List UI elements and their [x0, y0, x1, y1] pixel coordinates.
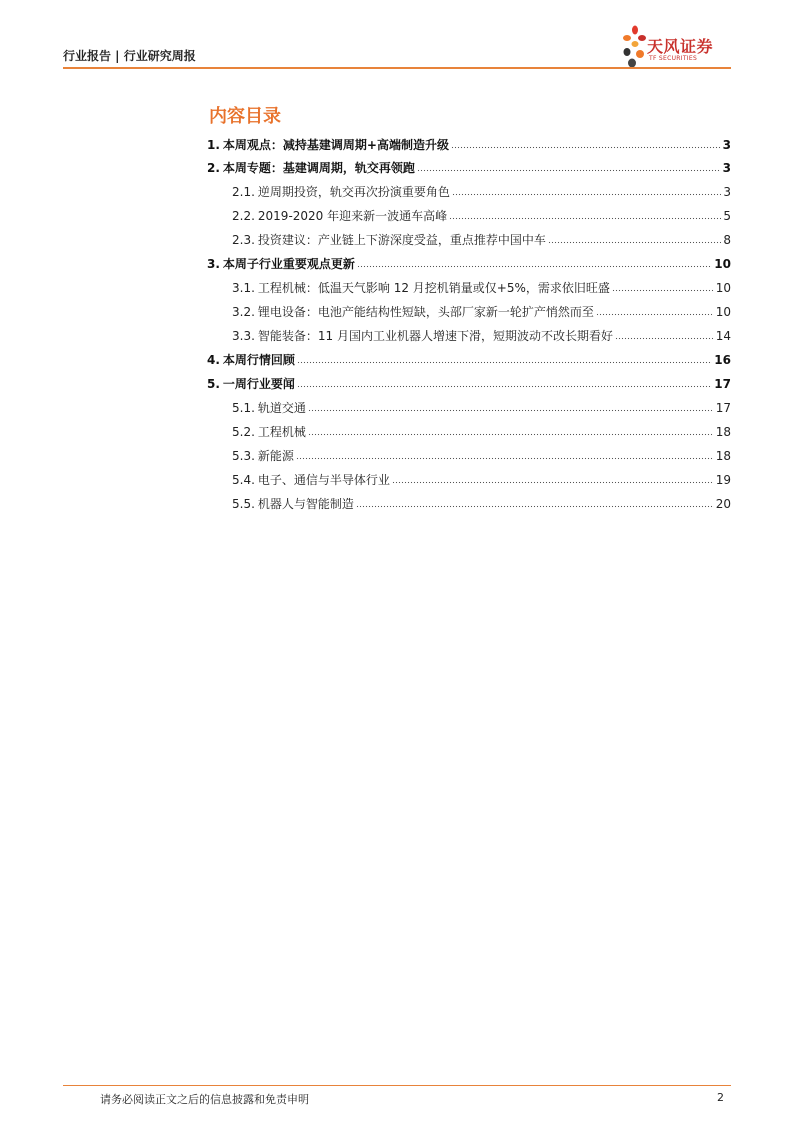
logo-name-en: TF SECURITIES: [649, 55, 698, 62]
toc-leader-dots: [612, 289, 714, 292]
toc-entry-number: 5.2.: [232, 425, 255, 439]
logo-name-cn: 天风证券: [647, 37, 714, 56]
toc-entry-page: 18: [715, 449, 731, 463]
toc-entry[interactable]: [232, 183, 731, 199]
toc-entry-label: 工程机械：低温天气影响 12 月挖机销量或仅+5%，需求依旧旺盛: [257, 281, 610, 295]
toc-leader-dots: [296, 457, 714, 460]
toc-entry-page: 17: [715, 401, 731, 415]
toc-entry-page: 18: [715, 425, 731, 439]
toc-entry[interactable]: [232, 279, 731, 295]
toc-entry-number: 5.4.: [232, 473, 255, 487]
company-logo: [622, 24, 734, 72]
toc-entry[interactable]: [232, 231, 731, 247]
toc-entry-label: 本周子行业重要观点更新: [222, 257, 355, 271]
toc-entry[interactable]: [232, 327, 731, 343]
toc-entry-label: 轨道交通: [257, 401, 306, 415]
toc-entry-number: 3.: [207, 257, 220, 271]
toc-entry-label: 本周专题：基建调周期，轨交再领跑: [222, 161, 415, 175]
toc-leader-dots: [297, 361, 712, 364]
toc-entry-page: 10: [714, 257, 731, 271]
toc-entry-label: 本周行情回顾: [222, 353, 295, 367]
footer-divider: [63, 1085, 731, 1086]
header-divider: [63, 67, 731, 69]
toc-entry-label: 机器人与智能制造: [257, 497, 354, 511]
toc-leader-dots: [356, 505, 714, 508]
toc-entry-label: 锂电设备：电池产能结构性短缺，头部厂家新一轮扩产悄然而至: [257, 305, 594, 319]
toc-entry-number: 3.2.: [232, 305, 255, 319]
toc-entry-number: 2.3.: [232, 233, 255, 247]
toc-entry[interactable]: [207, 136, 731, 152]
toc-entry-number: 5.3.: [232, 449, 255, 463]
toc-leader-dots: [596, 313, 714, 316]
toc-entry-page: 10: [715, 281, 731, 295]
toc-entry-number: 4.: [207, 353, 220, 367]
toc-entry-label: 电子、通信与半导体行业: [257, 473, 390, 487]
toc-entry-label: 本周观点：减持基建调周期+高端制造升级: [222, 138, 449, 152]
toc-entry-number: 1.: [207, 138, 220, 152]
toc-entry-number: 2.1.: [232, 185, 255, 199]
toc-entry[interactable]: [232, 423, 731, 439]
toc-entry-label: 智能装备：11 月国内工业机器人增速下滑，短期波动不改长期看好: [257, 329, 613, 343]
toc-entry-page: 14: [715, 329, 731, 343]
toc-leader-dots: [548, 241, 721, 244]
report-type-label: 行业报告 | 行业研究周报: [63, 49, 196, 63]
toc-entry-page: 10: [715, 305, 731, 319]
toc-entry-page: 16: [714, 353, 731, 367]
toc-entry[interactable]: [232, 447, 731, 463]
toc-entry[interactable]: [207, 255, 731, 271]
toc-entry-label: 一周行业要闻: [222, 377, 295, 391]
toc-entry-number: 5.5.: [232, 497, 255, 511]
toc-entry[interactable]: [207, 159, 731, 175]
toc-entry-number: 2.: [207, 161, 220, 175]
toc-entry-label: 逆周期投资，轨交再次扮演重要角色: [257, 185, 450, 199]
toc-leader-dots: [449, 217, 721, 220]
toc-entry-page: 19: [715, 473, 731, 487]
toc-entry-number: 5.1.: [232, 401, 255, 415]
toc-entry[interactable]: [232, 303, 731, 319]
toc-entry-page: 3: [722, 138, 731, 152]
toc-entry-label: 新能源: [257, 449, 294, 463]
toc-leader-dots: [308, 409, 714, 412]
toc-leader-dots: [615, 337, 714, 340]
toc-title: 内容目录: [209, 106, 281, 127]
toc-entry-page: 17: [714, 377, 731, 391]
page-number: 2: [717, 1091, 724, 1104]
toc-entry-label: 2019-2020 年迎来新一波通车高峰: [257, 209, 448, 223]
toc-entry-label: 投资建议：产业链上下游深度受益，重点推荐中国中车: [257, 233, 546, 247]
toc-entry[interactable]: [232, 471, 731, 487]
toc-leader-dots: [392, 481, 714, 484]
toc-leader-dots: [452, 193, 721, 196]
toc-leader-dots: [417, 169, 721, 172]
toc-entry-page: 8: [723, 233, 731, 247]
toc-entry-number: 3.1.: [232, 281, 255, 295]
toc-entry-page: 20: [715, 497, 731, 511]
toc-entry-label: 工程机械: [257, 425, 306, 439]
toc-entry[interactable]: [207, 351, 731, 367]
toc-entry[interactable]: [232, 399, 731, 415]
toc-entry[interactable]: [232, 495, 731, 511]
toc-entry-page: 3: [723, 185, 731, 199]
toc-entry-number: 3.3.: [232, 329, 255, 343]
toc-entry-number: 5.: [207, 377, 220, 391]
toc-entry-page: 3: [722, 161, 731, 175]
toc-entry-number: 2.2.: [232, 209, 255, 223]
toc-entry[interactable]: [232, 207, 731, 223]
toc-leader-dots: [451, 146, 721, 149]
toc-leader-dots: [357, 265, 712, 268]
petal-logo-icon: [622, 24, 648, 70]
toc-entry-page: 5: [723, 209, 731, 223]
toc-leader-dots: [308, 433, 714, 436]
toc-leader-dots: [297, 385, 712, 388]
toc-entry[interactable]: [207, 375, 731, 391]
footer-disclaimer: 请务必阅读正文之后的信息披露和免责申明: [100, 1093, 309, 1106]
